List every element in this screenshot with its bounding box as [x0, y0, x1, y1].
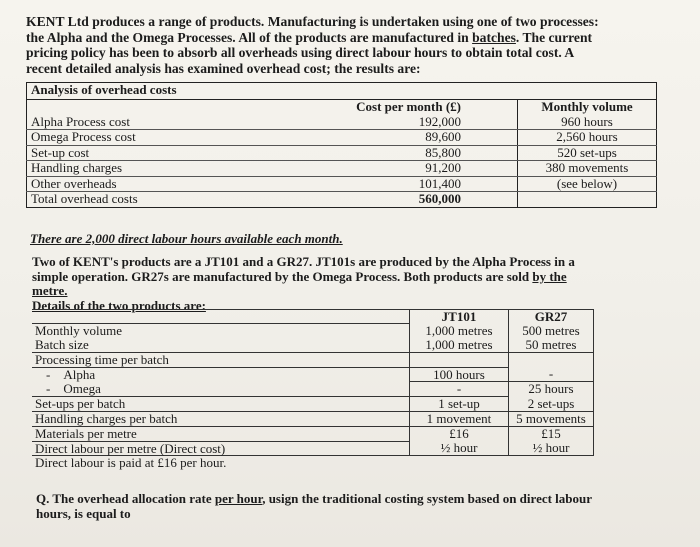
details-heading: Details of the two products are: [32, 297, 206, 313]
products-underlined: by the metre. [32, 268, 567, 298]
products-paragraph [32, 255, 602, 313]
question-text: Q. The overhead allocation rate per hour, usign the traditional costing system based on direct labour hours, is equal to [36, 491, 592, 521]
table-row: - Omega - 25 hours [32, 382, 594, 397]
table-row: Other overheads 101,400 (see below) [27, 176, 657, 192]
table-row: Direct labour is paid at £16 per hour. [35, 455, 227, 471]
table-row: Monthly volume 1,000 metres 500 metres [32, 324, 594, 338]
table-row: Batch size 1,000 metres 50 metres [32, 338, 594, 352]
intro-text-2: . The current pricing policy has been to absorb all overheads using direct labour hours to obtain total cost. A recent detailed analysis has examined overhead cost; the results are: [26, 29, 593, 76]
labour-hours-note: There are 2,000 direct labour hours available each month. [30, 231, 343, 246]
question-underlined: per hour [214, 491, 263, 506]
table-row: Handling charges 91,200 380 movements [27, 161, 657, 177]
intro-text-1: KENT Ltd produces a range of products. Manufacturing is undertaken using one of two processes: the Alpha and the Omega Processes. All of the products are manufactured in [26, 14, 599, 45]
intro-paragraph [26, 14, 611, 76]
table-row: Processing time per batch [32, 352, 594, 367]
col-header-volume: Monthly volume [518, 100, 657, 115]
table-row: Handling charges per batch 1 movement 5 movements [32, 412, 594, 427]
col-header-jt101: JT101 [410, 310, 509, 324]
table-row: Materials per metre £16 £15 [32, 426, 594, 441]
products-text: Two of KENT's products are a JT101 and a GR27. JT101s are produced by the Alpha Process in a simple operation. GR27s are manufactured by the Omega Process. Both products are sold [32, 254, 575, 284]
table-row: Direct labour per metre (Direct cost) ½ hour ½ hour [32, 441, 594, 456]
product-details-table [32, 309, 594, 470]
overhead-table-title: Analysis of overhead costs [27, 83, 657, 100]
col-header-gr27: GR27 [509, 310, 594, 324]
col-header-cost: Cost per month (£) [356, 99, 461, 114]
table-row-total: Total overhead costs 560,000 [27, 192, 657, 208]
table-row: Omega Process cost 89,600 2,560 hours [27, 130, 657, 146]
table-row: - Alpha 100 hours - [32, 367, 594, 382]
intro-underlined-batches: batches [472, 29, 516, 45]
overhead-costs-table [26, 82, 657, 208]
table-row: Set-ups per batch 1 set-up 2 set-ups [32, 397, 594, 412]
table-row: Alpha Process cost 192,000 960 hours [27, 115, 657, 130]
table-row: Set-up cost 85,800 520 set-ups [27, 145, 657, 161]
